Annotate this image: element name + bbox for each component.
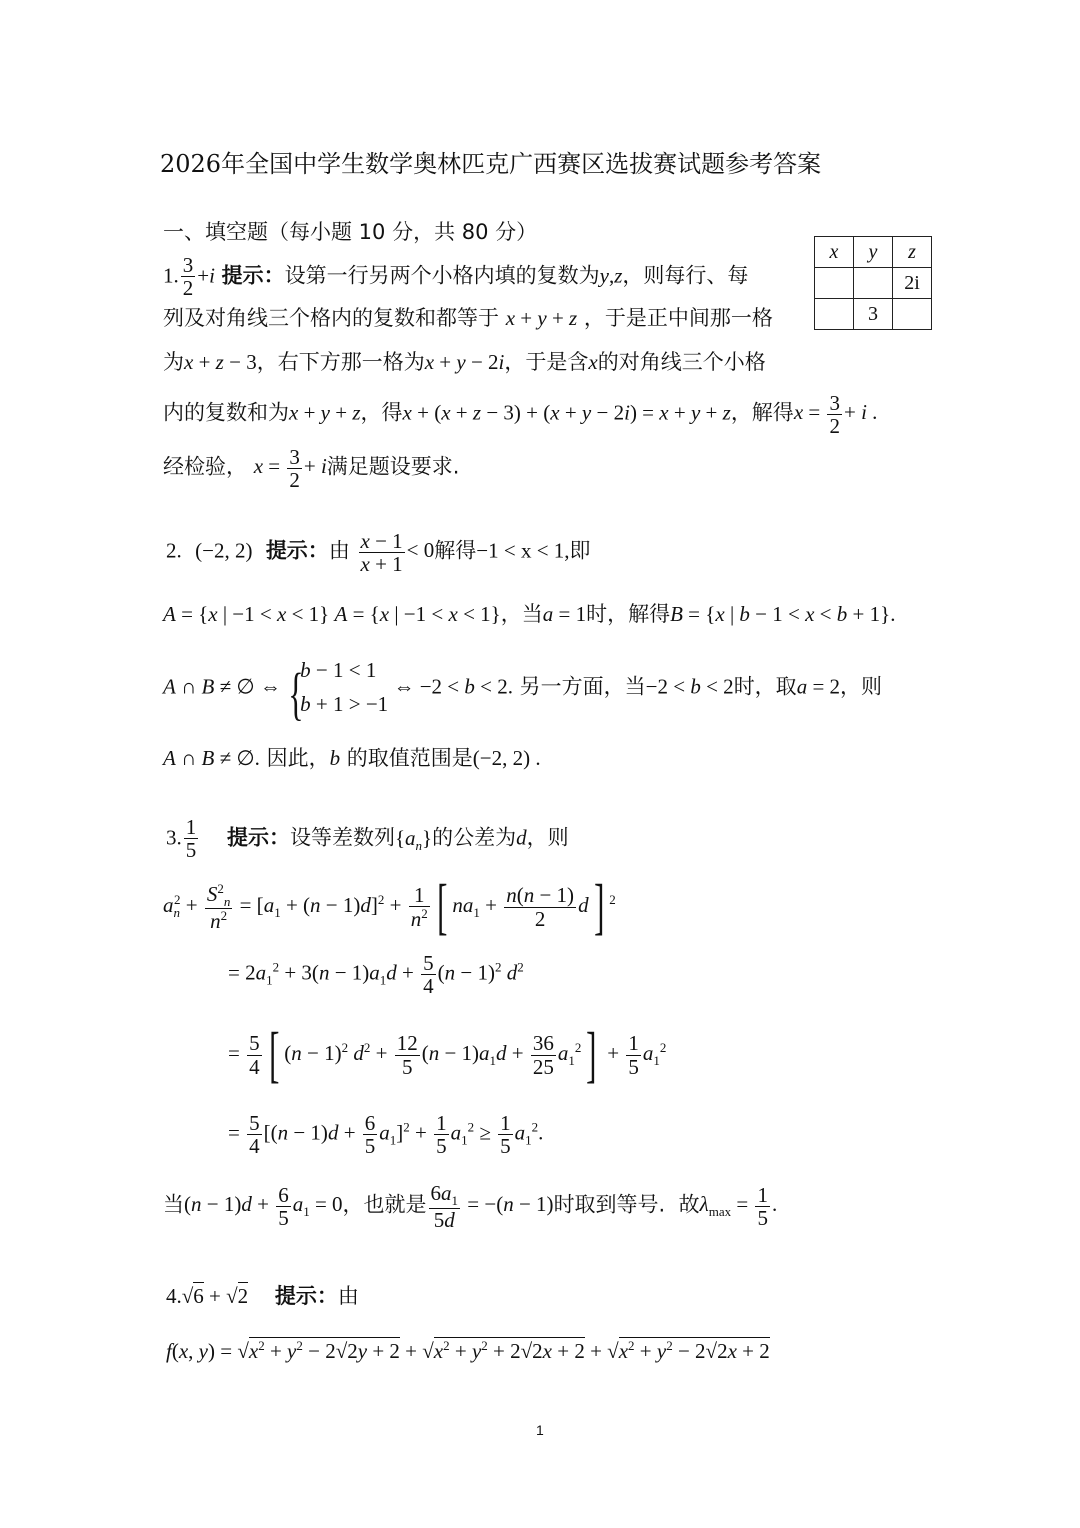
q1-text: 为 xyxy=(163,350,184,374)
q3-line-end: 当(n − 1)d + $\frac{6}{5}$ $a_1 = 0$，也就是 $\frac{6a_1}{5d}$ = −(n − 1)时取到等号. 故$\lambda_{max}$ = $\frac{1}{5}$ . xyxy=(163,1181,778,1232)
q3-eq2: = $2a_1^2 + 3(n - 1)a_1d$ + $\frac{5}{4}$ $(n - 1)^2$ $d^2$ xyxy=(228,951,524,999)
q1-text: 列及对角线三个格内的复数和都等于 xyxy=(163,306,499,330)
grid-cell xyxy=(815,268,854,299)
grid-cell: y xyxy=(854,237,893,268)
grid-cell xyxy=(815,299,854,330)
q2-line2: A = {x | −1 < x < 1} A = {x | −1 < x < 1}，当a = 1时，解得B = {x | b − 1 < x < b + 1}. xyxy=(163,602,896,626)
q1-text: 设第一行另两个小格内填的复数为 xyxy=(284,263,600,288)
page-number: 1 xyxy=(536,1422,544,1438)
q1-text: 的对角线三个小格 xyxy=(597,350,766,374)
q1-text: 经检验， xyxy=(163,454,247,479)
q3-eq4: = $\frac{5}{4}$ [(n − 1)d + $\frac{6}{5}$ $a_1]^2$ + $\frac{1}{5}$ $a_1^2$ ≥ $\frac{1}{5}$ $a_1^2$. xyxy=(228,1111,544,1159)
inequality-system: { b − 1 < 1 b + 1 > −1 xyxy=(286,654,388,721)
grid-cell xyxy=(854,268,893,299)
section-heading: 一、填空题（每小题 10 分，共 80 分） xyxy=(163,220,538,244)
q3-eq1: $a_n^2$ + $\frac{S^2_n}{n^2}$ = $[a_1 + (n - 1)d]^2$ + $\frac{1}{n^2}$ [ $na_1$ + $\frac{n(n - 1)}{2}$ d] $^2$ xyxy=(163,873,616,941)
q1-text: ，则每行、每 xyxy=(622,263,749,288)
q2-text: −1 < x < 1,即 xyxy=(476,538,591,563)
q1-answer: $\frac{3}{2}$ xyxy=(182,253,194,301)
q2-number: 2. xyxy=(166,538,182,563)
grid-cell: x xyxy=(815,237,854,268)
q4-line1 xyxy=(166,1280,359,1310)
q2-text: ，当 xyxy=(500,602,543,626)
q3-answer: $\frac{1}{5}$ xyxy=(185,815,197,863)
grid-cell: 2i xyxy=(893,268,932,299)
q3-text: 当 xyxy=(163,1192,184,1217)
q2-line4: A ∩ B ≠ ∅. 因此，b 的取值范围是(−2, 2) . xyxy=(163,746,541,770)
q3-text: 故 xyxy=(678,1192,700,1217)
q2-line3: A ∩ B ≠ ∅ ⇔ { b − 1 < 1 b + 1 > −1 ⇔ −2 < b < 2. 另一方面，当−2 < b < 2时，取a = 2，则 xyxy=(163,654,882,721)
q4-answer: √6 + √2 xyxy=(181,1284,249,1308)
q2-text: 另一方面，当 xyxy=(519,674,646,699)
q1-line1: 1. $\frac{3}{2}$ +i 提示：设第一行另两个小格内填的复数为y,z，则每行、每 xyxy=(163,253,749,301)
q3-text: 时取到等号. xyxy=(553,1192,666,1217)
q1-text: 满足题设要求. xyxy=(326,454,460,479)
q3-line1: 3. $\frac{1}{5}$ 提示：设等差数列$\{a_n\}$的公差为d，则 xyxy=(166,815,569,863)
q1-text: ，得 xyxy=(360,400,403,425)
q1-line3: 为x + z − 3，右下方那一格为x + y − 2i，于是含x的对角线三个小格 xyxy=(163,350,766,374)
q1-number: 1. xyxy=(163,263,179,288)
page-title: 2026年全国中学生数学奥林匹克广西赛区选拔赛试题参考答案 xyxy=(160,150,822,178)
complex-number-grid xyxy=(814,236,932,330)
q3-eq3: = $\frac{5}{4}$ [ $(n - 1)^2$ $d^2$ + $\frac{12}{5}$ $(n - 1)a_1d$ + $\frac{36}{25}$ $a_1^2$] + $\frac{1}{5}$ $a_1^2$ xyxy=(228,1021,667,1089)
q1-line5: 经检验， x = $\frac{3}{2}$ + i满足题设要求. xyxy=(163,445,460,493)
hint-label: 提示： xyxy=(221,263,285,288)
q2-text: 由 xyxy=(328,538,350,563)
q1-line4: 内的复数和为x + y + z，得x + (x + z − 3) + (x + y − 2i) = x + y + z，解得x = $\frac{3}{2}$ + i . xyxy=(163,391,878,439)
q1-text: 内的复数和为 xyxy=(163,400,289,425)
q3-number: 3. xyxy=(166,825,182,850)
grid-cell xyxy=(893,299,932,330)
q2-text: ，则 xyxy=(840,674,883,699)
q2-text: 的取值范围是 xyxy=(346,746,473,770)
q2-text: 时，解得 xyxy=(586,602,671,626)
q3-text: 设等差数列 xyxy=(289,825,395,850)
hint-label: 提示： xyxy=(265,538,329,563)
q1-text: ，右下方那一格为 xyxy=(256,350,425,374)
grid-cell: 3 xyxy=(854,299,893,330)
q1-text: ，解得 xyxy=(730,400,794,425)
q4-eq1: f(x, $y) = √x^2 + y^2 - 2√2y + 2 + √x^2 + y^2 + 2√2x + 2 + √x^2 + y^2 - 2√2x + 2$ xyxy=(166,1338,770,1363)
grid-cell: z xyxy=(893,237,932,268)
q3-text: 的公差为 xyxy=(432,825,517,850)
q4-text: 由 xyxy=(337,1284,359,1308)
q1-text: ，于是正中间那一格 xyxy=(583,306,773,330)
q2-text: 解得 xyxy=(434,538,477,563)
q2-answer: (−2, 2) xyxy=(195,538,253,563)
q3-text: ，则 xyxy=(526,825,569,850)
q3-text: ，也就是 xyxy=(342,1192,427,1217)
hint-label: 提示： xyxy=(226,825,290,850)
q4-number: 4. xyxy=(166,1284,182,1308)
hint-label: 提示： xyxy=(274,1284,338,1308)
q2-text: 时，取 xyxy=(733,674,797,699)
q1-text: ，于是含 xyxy=(504,350,589,374)
q2-text: 因此， xyxy=(266,746,330,770)
q1-line2: 列及对角线三个格内的复数和都等于 x + y + z ，于是正中间那一格 xyxy=(163,306,773,330)
q2-line1: 2. (−2, 2) 提示：由 $\frac{x - 1}{x + 1}$ < 0解得−1 < x < 1,即 xyxy=(166,529,591,577)
